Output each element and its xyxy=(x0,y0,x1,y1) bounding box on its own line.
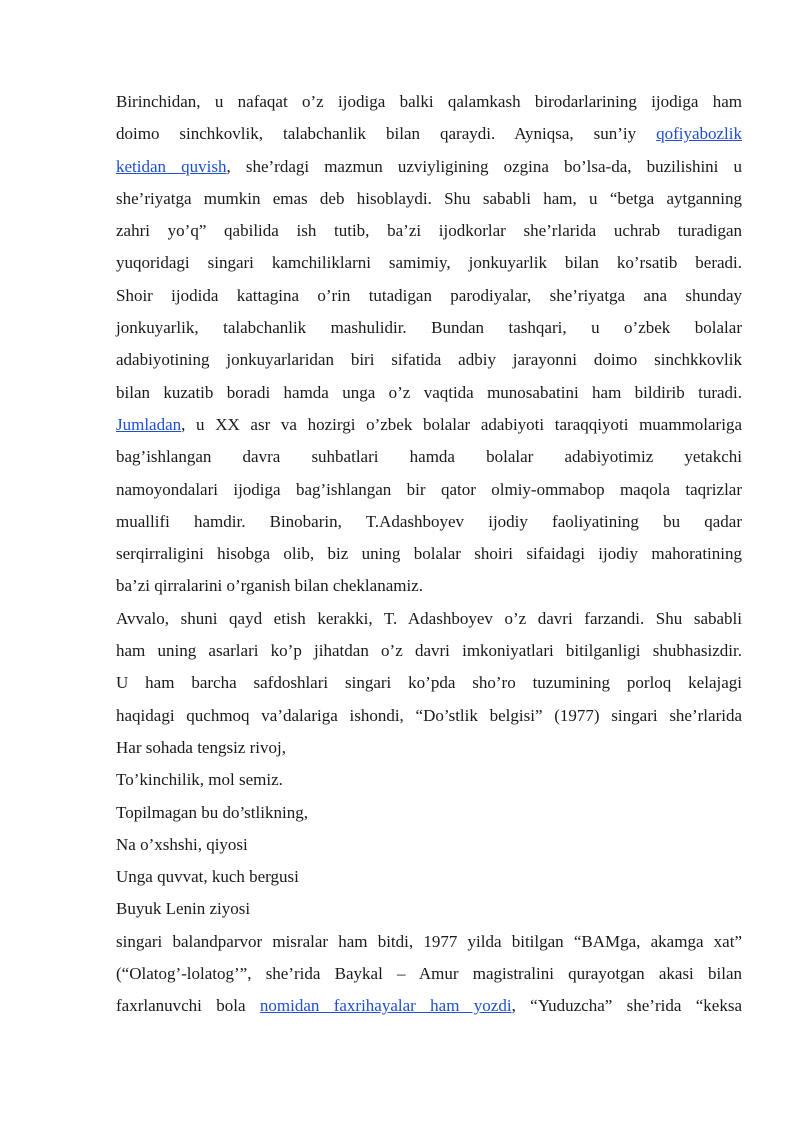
line-text: ba’zi qirralarini o’rganish bilan cheklanamiz. xyxy=(116,576,423,596)
line-text: yuqoridagi singari kamchiliklarni samimiy, jonkuyarlik bilan ko’rsatib beradi. xyxy=(116,253,742,273)
hyperlink[interactable]: Jumladan xyxy=(116,414,182,434)
line-text: , “Yuduzcha” she’rida “keksa xyxy=(511,996,743,1016)
line-text: Topilmagan bu do’stlikning, xyxy=(116,802,308,822)
text-line xyxy=(116,990,742,1022)
line-text: she’riyatga mumkin emas deb hisoblaydi. Shu sababli ham, u “betga aytganning xyxy=(116,188,742,208)
text-line xyxy=(116,344,742,376)
text-line xyxy=(116,893,742,925)
line-text: adabiyotining jonkuyarlaridan biri sifatida adbiy jarayonni doimo sinchkkovlik xyxy=(116,350,742,370)
line-text: namoyondalari ijodiga bag’ishlangan bir qator olmiy-ommabop maqola taqrizlar xyxy=(116,479,742,499)
text-line xyxy=(116,538,742,570)
text-line xyxy=(116,570,742,602)
line-text: Avvalo, shuni qayd etish kerakki, T. Adashboyev o’z davri farzandi. Shu sababli xyxy=(116,608,742,628)
line-text: Unga quvvat, kuch bergusi xyxy=(116,867,299,887)
text-line xyxy=(116,506,742,538)
line-text: bag’ishlangan davra suhbatlari hamda bolalar adabiyotimiz yetakchi xyxy=(116,447,742,467)
line-text: ham uning asarlari ko’p jihatdan o’z davri imkoniyatlari bitilganligi shubhasizdir. xyxy=(116,641,742,661)
line-text: muallifi hamdir. Binobarin, T.Adashboyev ijodiy faoliyatining bu qadar xyxy=(116,511,742,531)
line-text: , she’rdagi mazmun uzviyligining ozgina bo’lsa-da, buzilishini u xyxy=(226,156,742,176)
text-line xyxy=(116,215,742,247)
text-line xyxy=(116,247,742,279)
line-text: Birinchidan, u nafaqat o’z ijodiga balki qalamkash birodarlarining ijodiga ham xyxy=(116,92,742,111)
text-line xyxy=(116,926,742,958)
text-line xyxy=(116,861,742,893)
line-text: haqidagi quchmoq va’dalariga ishondi, “Do’stlik belgisi” (1977) singari she’rlarida xyxy=(116,705,742,725)
line-text: singari balandparvor misralar ham bitdi, 1977 yilda bitilgan “BAMga, akamga xat” xyxy=(116,931,742,951)
text-line xyxy=(116,118,742,150)
text-line xyxy=(116,764,742,796)
line-text: To’kinchilik, mol semiz. xyxy=(116,770,283,790)
text-line xyxy=(116,280,742,312)
text-line xyxy=(116,474,742,506)
text-line xyxy=(116,441,742,473)
line-text: Buyuk Lenin ziyosi xyxy=(116,899,251,919)
text-line xyxy=(116,797,742,829)
text-line xyxy=(116,377,742,409)
text-line xyxy=(116,732,742,764)
line-text: serqirraligini hisobga olib, biz uning bolalar shoiri sifaidagi ijodiy mahoratining xyxy=(116,544,742,564)
line-text: (“Olatog’-lolatog’”, she’rida Baykal – Amur magistralini qurayotgan akasi bilan xyxy=(116,964,742,984)
text-line xyxy=(116,829,742,861)
hyperlink[interactable]: nomidan faxrihayalar ham yozdi xyxy=(259,996,512,1016)
line-text: doimo sinchkovlik, talabchanlik bilan qaraydi. Ayniqsa, sun’iy xyxy=(116,124,657,144)
hyperlink[interactable]: ketidan quvish xyxy=(116,156,227,176)
text-line xyxy=(116,151,742,183)
text-line xyxy=(116,86,742,118)
line-text: zahri yo’q” qabilida ish tutib, ba’zi ijodkorlar she’rlarida uchrab turadigan xyxy=(116,221,742,241)
text-line xyxy=(116,603,742,635)
text-line xyxy=(116,958,742,990)
text-line xyxy=(116,312,742,344)
line-text: Har sohada tengsiz rivoj, xyxy=(116,737,286,757)
line-text: Na o’xshshi, qiyosi xyxy=(116,834,248,854)
text-line xyxy=(116,667,742,699)
line-text: U ham barcha safdoshlari singari ko’pda sho’ro tuzumining porloq kelajagi xyxy=(116,673,742,693)
document-page xyxy=(116,86,742,1023)
text-line xyxy=(116,409,742,441)
text-line xyxy=(116,635,742,667)
line-text: jonkuyarlik, talabchanlik mashulidir. Bundan tashqari, u o’zbek bolalar xyxy=(116,318,742,338)
hyperlink[interactable]: qofiyabozlik xyxy=(656,124,742,144)
line-text: Shoir ijodida kattagina o’rin tutadigan parodiyalar, she’riyatga ana shunday xyxy=(116,285,742,305)
line-text: faxrlanuvchi bola xyxy=(116,996,260,1016)
line-text: bilan kuzatib boradi hamda unga o’z vaqtida munosabatini ham bildirib turadi. xyxy=(116,382,742,402)
line-text: , u XX asr va hozirgi o’zbek bolalar adabiyoti taraqqiyoti muammolariga xyxy=(181,414,742,434)
text-line xyxy=(116,183,742,215)
text-line xyxy=(116,700,742,732)
